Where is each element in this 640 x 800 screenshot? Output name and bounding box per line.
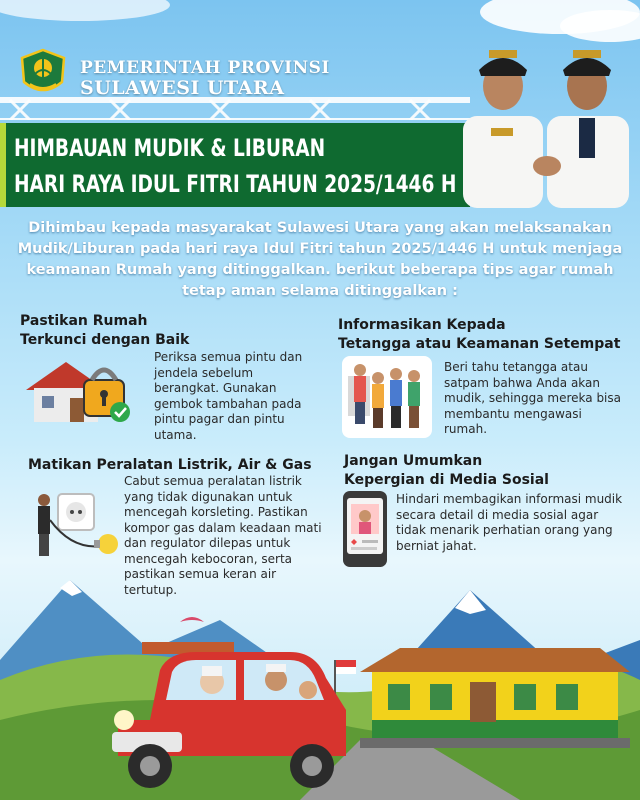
tip3-title: [28, 456, 312, 475]
tip1-title-line2: Terkunci dengan Baik: [20, 332, 190, 348]
officials-photo: [455, 38, 640, 208]
unplug-icon: [32, 490, 128, 570]
province-label-line1: PEMERINTAH PROVINSI: [80, 58, 330, 78]
social-media-phone-icon: [342, 490, 388, 568]
province-label-line2: SULAWESI UTARA: [80, 77, 285, 99]
page-title-line1: HIMBAUAN MUDIK & LIBURAN: [14, 134, 326, 162]
intro-paragraph: Dihimbau kepada masyarakat Sulawesi Utara yang akan melaksanakan Mudik/Liburan pada hari raya Idul Fitri tahun 2025/1446 H untuk menjaga keamanan Rumah yang ditinggalkan. berikut beberapa tips agar rumah tetap aman selama ditinggalkan :: [17, 220, 623, 299]
house-lock-icon: [22, 356, 134, 424]
tip1-title: [20, 312, 189, 350]
tip4-title-line1: Jangan Umumkan: [344, 453, 483, 469]
title-accent: [0, 123, 6, 207]
neighbors-icon: [342, 356, 432, 438]
tip2-title: [338, 316, 620, 354]
tip2-text: Beri tahu tetangga atau satpam bahwa Anda akan mudik, sehingga mereka bisa membantu mengawasi rumah.: [444, 360, 621, 436]
provincial-crest-icon: [18, 48, 68, 98]
tip3-text: Cabut semua peralatan listrik yang tidak digunakan untuk mencegah korsleting. Pastikan kompor gas dalam keadaan mati dan regulator dilepas untuk mencegah kebocoran, serta pastikan semua keran air tertutup.: [124, 474, 322, 597]
mudik-landscape-illustration: [0, 560, 640, 800]
tip1-text: Periksa semua pintu dan jendela sebelum berangkat. Gunakan gembok tambahan pada pintu pagar dan pintu utama.: [154, 350, 303, 442]
page-title-line2: HARI RAYA IDUL FITRI TAHUN 2025/1446 H: [14, 170, 457, 198]
tip4-title-line2: Kepergian di Media Sosial: [344, 472, 549, 488]
tip3-title-line1: Matikan Peralatan Listrik, Air & Gas: [28, 457, 312, 473]
tip1-title-line1: Pastikan Rumah: [20, 313, 148, 329]
tip2-title-line2: Tetangga atau Keamanan Setempat: [338, 336, 621, 352]
tip4-title: [344, 452, 549, 490]
tip2-title-line1: Informasikan Kepada: [338, 317, 506, 333]
tip4-text: Hindari membagikan informasi mudik secara detail di media sosial agar tidak menarik perhatian orang yang berniat jahat.: [396, 492, 623, 553]
